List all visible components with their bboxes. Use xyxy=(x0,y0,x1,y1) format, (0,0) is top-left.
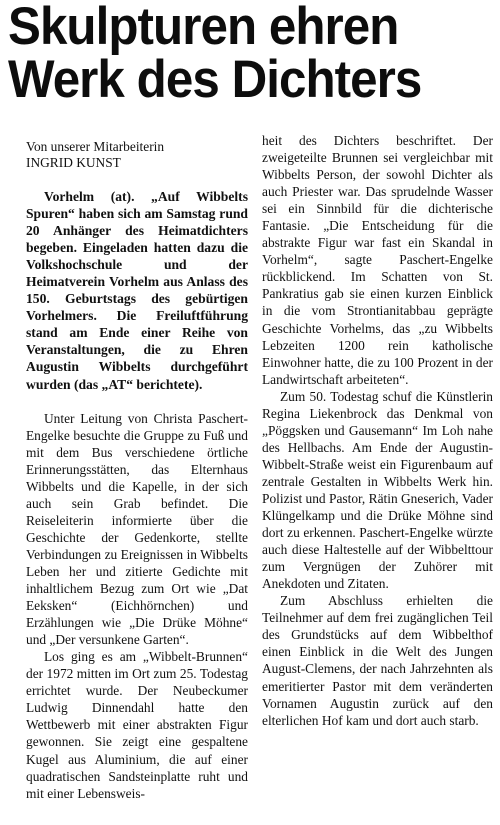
body-paragraph-1: Unter Leitung von Christa Paschert-Engelke besuchte die Gruppe zu Fuß und mit dem Bus verschiedene örtliche Erinnerungsstätten, das Elternhaus Wibbelts und die Kapelle, in der sich auch sein Grab befindet. Die Reiseleiterin informierte über die Geschichte der Gedenkorte, stellte Verbindungen zu Ereignissen in Wibbelts Leben her und zitierte Gedichte mit inhaltlichem Bezug zum Ort wie „Dat Eeksken“ (Eichhörnchen) und Erzählungen wie „Die Drüke Möhne“ und „Der versunkene Garten“. xyxy=(26,410,248,648)
article-column-left xyxy=(26,139,248,802)
byline-author: INGRID KUNST xyxy=(26,155,121,170)
body-paragraph-3: Zum 50. Todestag schuf die Künstlerin Regina Liekenbrock das Denkmal von „Pöggsken und Gausemann“ Im Loh nahe des Hellbachs. Am Ende der Augustin-Wibbelt-Straße weist ein Figurenbaum auf zentrale Gestalten in Wibbelts Werk hin. Polizist und Pastor, Rätin Gneserich, Vader Klüngelkamp und die Drüke Möhne sind dort zu erkennen. Paschert-Engelke würzte auch diese Haltestelle auf der Wibbelttour zum Vergnügen der Zuhörer mit Anekdoten und Zitaten. xyxy=(262,388,493,592)
article-column-right xyxy=(262,132,493,729)
body-paragraph-2: Los ging es am „Wibbelt-Brunnen“ der 1972 mitten im Ort zum 25. Todestag errichtet wurde. Der Neubeckumer Ludwig Dinnendahl hatte den Wettbewerb mit einer abstrakten Figur gewonnen. Sie zeigt eine gespaltene Kugel aus Aluminium, die auf einer quadratischen Sandsteinplatte ruht und mit einer Lebensweis- xyxy=(26,649,248,801)
body-paragraph-2-continued: heit des Dichters beschriftet. Der zweigeteilte Brunnen sei vergleichbar mit Wibbelts Person, der sowohl Dichter als auch Priester war. Das sprudelnde Wasser sei ein Sinnbild für die dichterische Fantasie. „Die Entscheidung für die abstrakte Figur war fast ein Skandal in Vorhelm“, sagte Paschert-Engelke rückblickend. Im Schatten von St. Pankratius gab sie einen kurzen Einblick in die vom Strontianitabbau geprägte Geschichte Vorhelms, das „zu Wibbelts Lebzeiten 1200 rein katholische Einwohner hatte, die zu 100 Prozent in der Landwirtschaft arbeiteten“. xyxy=(262,133,493,387)
headline xyxy=(8,0,464,109)
body-paragraph-4: Zum Abschluss erhielten die Teilnehmer auf dem frei zugänglichen Teil des Grundstücks auf dem Wibbelthof einen Einblick in die Welt des Jungen August-Clemens, der nach Jahrzehnten als emeritierter Pastor mit dem veränderten Vornamen Augustin zurück auf den elterlichen Hof kam und dort auch starb. xyxy=(262,593,493,728)
byline-text: Von unserer Mitarbeiterin xyxy=(26,139,165,154)
headline-line-2: Werk des Dichters xyxy=(8,50,422,109)
headline-line-1: Skulpturen ehren xyxy=(8,0,399,56)
byline xyxy=(26,139,248,171)
lead-paragraph: Vorhelm (at). „Auf Wibbelts Spuren“ haben sich am Samstag rund 20 Anhänger des Heimatdichters begeben. Eingeladen hatten dazu die Volkshochschule und der Heimatverein Vorhelm aus Anlass des 150. Geburtstags des gebürtigen Vorhelmers. Die Freiluftführung stand am Ende einer Reihe von Veranstaltungen, die zu Ehren Augustin Wibbelts durchgeführt wurden (das „AT“ berichtete). xyxy=(26,189,248,392)
